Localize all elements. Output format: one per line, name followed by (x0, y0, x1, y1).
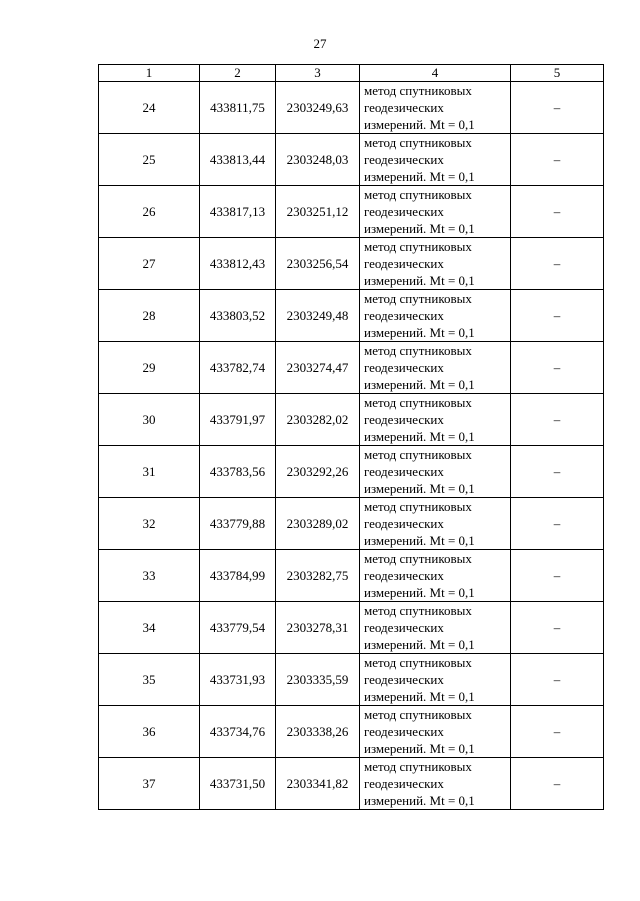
method-line: измерений. Mt = 0,1 (364, 429, 475, 444)
coordinate-x: 433734,76 (200, 706, 276, 758)
coordinate-x: 433811,75 (200, 82, 276, 134)
method-description (360, 602, 511, 654)
point-number: 37 (99, 758, 200, 810)
method-line: геодезических (364, 464, 444, 479)
coordinate-y: 2303251,12 (276, 186, 360, 238)
header-col-4: 4 (360, 65, 511, 82)
header-col-5: 5 (511, 65, 604, 82)
method-line: геодезических (364, 412, 444, 427)
method-line: метод спутниковых (364, 187, 472, 202)
method-line: геодезических (364, 776, 444, 791)
coordinate-y: 2303249,48 (276, 290, 360, 342)
note-dash: – (511, 186, 604, 238)
method-line: метод спутниковых (364, 135, 472, 150)
table-row (99, 550, 604, 602)
table-row (99, 134, 604, 186)
method-line: метод спутниковых (364, 707, 472, 722)
point-number: 36 (99, 706, 200, 758)
coordinate-x: 433731,50 (200, 758, 276, 810)
method-description (360, 498, 511, 550)
method-description (360, 134, 511, 186)
coordinate-x: 433783,56 (200, 446, 276, 498)
method-line: геодезических (364, 724, 444, 739)
coordinate-x: 433784,99 (200, 550, 276, 602)
table-row (99, 82, 604, 134)
coordinate-x: 433782,74 (200, 342, 276, 394)
note-dash: – (511, 238, 604, 290)
method-line: измерений. Mt = 0,1 (364, 117, 475, 132)
method-line: измерений. Mt = 0,1 (364, 793, 475, 808)
header-col-1: 1 (99, 65, 200, 82)
note-dash: – (511, 134, 604, 186)
coordinate-x: 433791,97 (200, 394, 276, 446)
note-dash: – (511, 654, 604, 706)
method-line: измерений. Mt = 0,1 (364, 533, 475, 548)
method-line: измерений. Mt = 0,1 (364, 637, 475, 652)
note-dash: – (511, 290, 604, 342)
method-line: измерений. Mt = 0,1 (364, 221, 475, 236)
coordinate-x: 433813,44 (200, 134, 276, 186)
method-line: геодезических (364, 256, 444, 271)
method-description (360, 82, 511, 134)
coordinate-x: 433779,54 (200, 602, 276, 654)
method-line: метод спутниковых (364, 83, 472, 98)
note-dash: – (511, 342, 604, 394)
method-line: измерений. Mt = 0,1 (364, 169, 475, 184)
coordinate-y: 2303282,75 (276, 550, 360, 602)
method-line: измерений. Mt = 0,1 (364, 689, 475, 704)
coordinate-y: 2303341,82 (276, 758, 360, 810)
method-line: геодезических (364, 568, 444, 583)
method-description (360, 290, 511, 342)
method-line: метод спутниковых (364, 395, 472, 410)
method-line: геодезических (364, 308, 444, 323)
method-line: измерений. Mt = 0,1 (364, 741, 475, 756)
point-number: 32 (99, 498, 200, 550)
method-line: геодезических (364, 516, 444, 531)
method-line: геодезических (364, 204, 444, 219)
coordinates-table (98, 64, 604, 810)
method-line: измерений. Mt = 0,1 (364, 377, 475, 392)
point-number: 31 (99, 446, 200, 498)
point-number: 26 (99, 186, 200, 238)
table-row (99, 238, 604, 290)
point-number: 27 (99, 238, 200, 290)
method-line: измерений. Mt = 0,1 (364, 481, 475, 496)
method-description (360, 550, 511, 602)
method-description (360, 706, 511, 758)
note-dash: – (511, 550, 604, 602)
method-line: измерений. Mt = 0,1 (364, 325, 475, 340)
note-dash: – (511, 602, 604, 654)
table-row (99, 498, 604, 550)
coordinate-x: 433812,43 (200, 238, 276, 290)
note-dash: – (511, 758, 604, 810)
coordinate-y: 2303256,54 (276, 238, 360, 290)
table-row (99, 654, 604, 706)
method-line: метод спутниковых (364, 447, 472, 462)
table-row (99, 186, 604, 238)
method-description (360, 342, 511, 394)
method-line: метод спутниковых (364, 291, 472, 306)
coordinate-y: 2303335,59 (276, 654, 360, 706)
coordinate-x: 433779,88 (200, 498, 276, 550)
point-number: 33 (99, 550, 200, 602)
method-description (360, 394, 511, 446)
note-dash: – (511, 446, 604, 498)
method-line: метод спутниковых (364, 655, 472, 670)
note-dash: – (511, 394, 604, 446)
method-line: геодезических (364, 672, 444, 687)
table-row (99, 446, 604, 498)
method-line: геодезических (364, 620, 444, 635)
table-body (99, 82, 604, 810)
method-description (360, 446, 511, 498)
table-row (99, 758, 604, 810)
point-number: 34 (99, 602, 200, 654)
method-line: измерений. Mt = 0,1 (364, 273, 475, 288)
coordinate-x: 433803,52 (200, 290, 276, 342)
table-header-row (99, 65, 604, 82)
coordinate-y: 2303274,47 (276, 342, 360, 394)
page-number: 27 (313, 36, 327, 51)
note-dash: – (511, 82, 604, 134)
method-description (360, 238, 511, 290)
table-row (99, 290, 604, 342)
point-number: 29 (99, 342, 200, 394)
method-description (360, 758, 511, 810)
coordinate-y: 2303248,03 (276, 134, 360, 186)
point-number: 24 (99, 82, 200, 134)
method-description (360, 654, 511, 706)
coordinate-y: 2303289,02 (276, 498, 360, 550)
method-description (360, 186, 511, 238)
header-col-2: 2 (200, 65, 276, 82)
method-line: метод спутниковых (364, 239, 472, 254)
coordinate-y: 2303292,26 (276, 446, 360, 498)
method-line: метод спутниковых (364, 759, 472, 774)
coordinate-y: 2303278,31 (276, 602, 360, 654)
method-line: геодезических (364, 360, 444, 375)
table-row (99, 706, 604, 758)
point-number: 25 (99, 134, 200, 186)
method-line: метод спутниковых (364, 499, 472, 514)
note-dash: – (511, 706, 604, 758)
method-line: геодезических (364, 152, 444, 167)
table-row (99, 602, 604, 654)
point-number: 35 (99, 654, 200, 706)
coordinate-y: 2303282,02 (276, 394, 360, 446)
point-number: 28 (99, 290, 200, 342)
method-line: метод спутниковых (364, 603, 472, 618)
point-number: 30 (99, 394, 200, 446)
note-dash: – (511, 498, 604, 550)
coordinate-x: 433731,93 (200, 654, 276, 706)
method-line: геодезических (364, 100, 444, 115)
coordinate-x: 433817,13 (200, 186, 276, 238)
table-row (99, 394, 604, 446)
header-col-3: 3 (276, 65, 360, 82)
method-line: метод спутниковых (364, 551, 472, 566)
coordinate-y: 2303249,63 (276, 82, 360, 134)
method-line: измерений. Mt = 0,1 (364, 585, 475, 600)
table-row (99, 342, 604, 394)
coordinate-y: 2303338,26 (276, 706, 360, 758)
method-line: метод спутниковых (364, 343, 472, 358)
